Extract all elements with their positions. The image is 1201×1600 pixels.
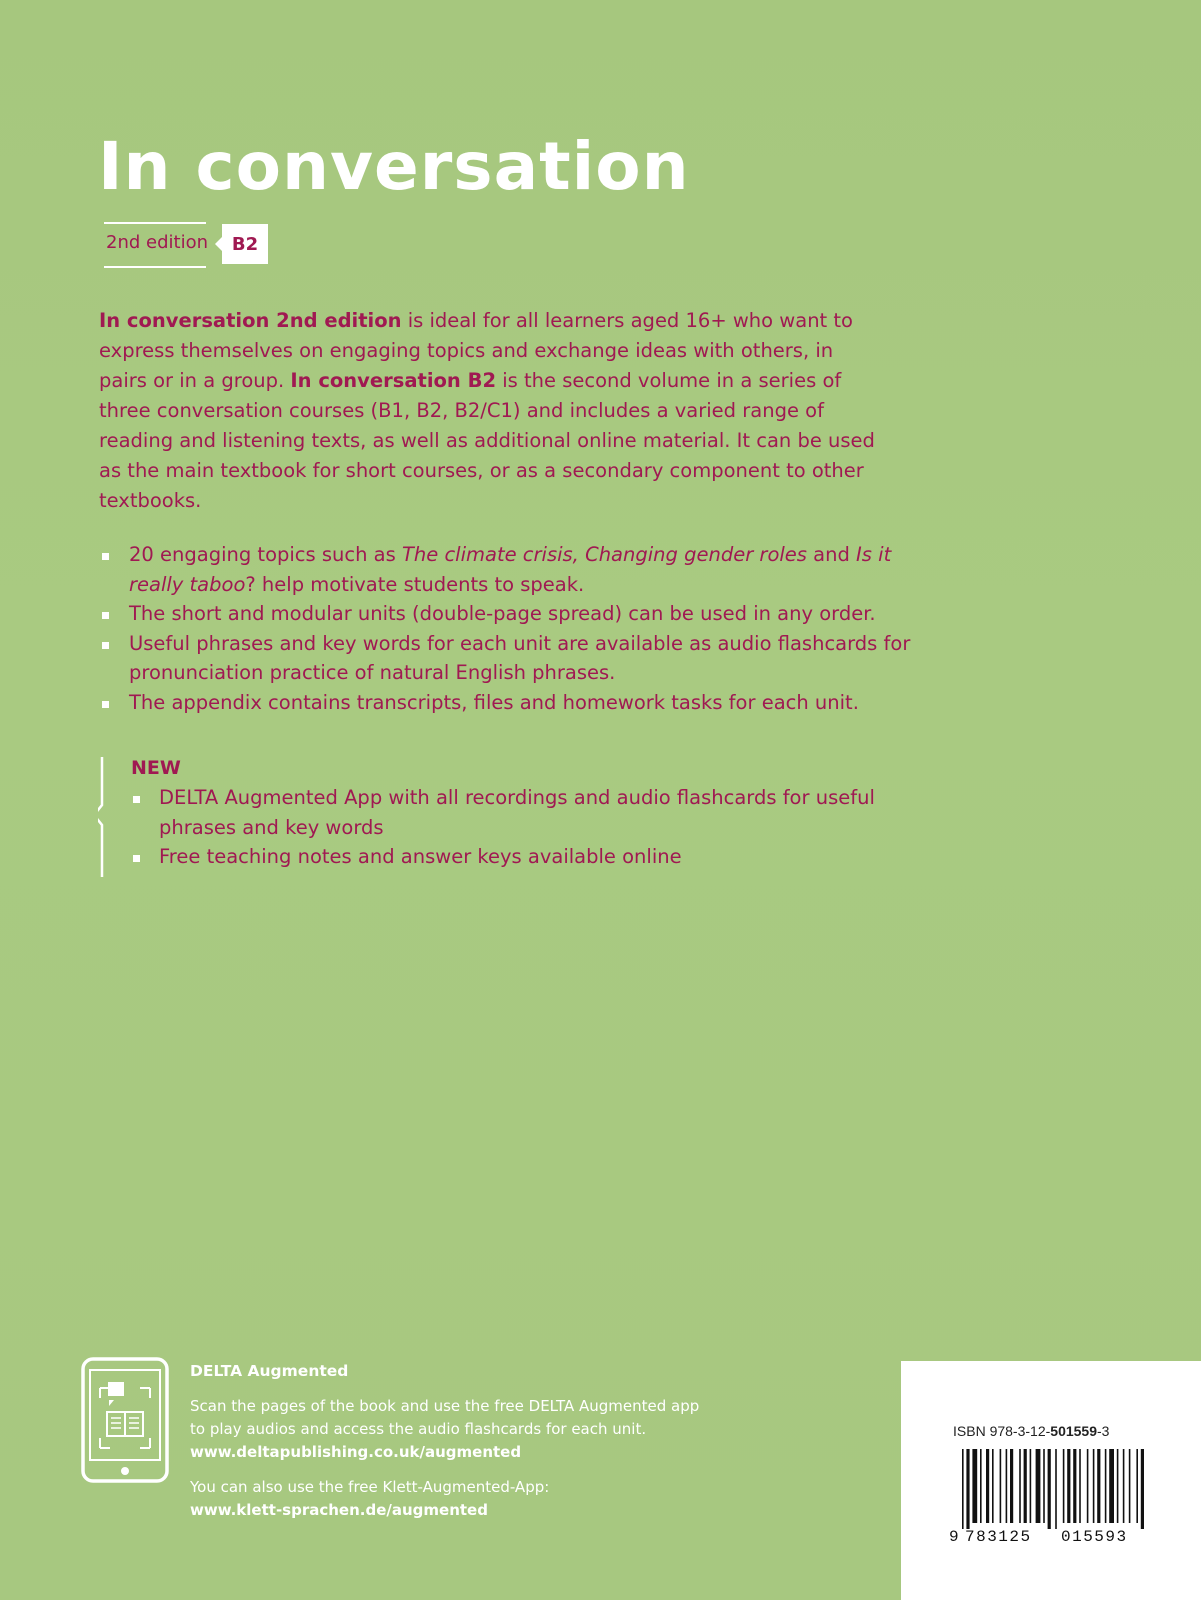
barcode-bar bbox=[966, 1449, 969, 1529]
delta-augmented-line: Scan the pages of the book and use the free DELTA Augmented app bbox=[190, 1397, 700, 1415]
intro-level-bold: In conversation B2 bbox=[290, 369, 497, 392]
klett-augmented-line: You can also use the free Klett-Augmented-App: bbox=[190, 1478, 550, 1496]
feature-topic-italic: The climate crisis, Changing gender roles bbox=[401, 543, 807, 566]
bullet-square-icon bbox=[102, 642, 109, 649]
barcode-digits-left: 783125 bbox=[965, 1528, 1032, 1544]
barcode-bar bbox=[1048, 1449, 1051, 1529]
new-feature-list bbox=[131, 783, 891, 872]
barcode-bar bbox=[1006, 1449, 1008, 1523]
barcode-bar bbox=[1105, 1449, 1107, 1523]
isbn-suffix: -3 bbox=[1097, 1423, 1110, 1439]
feature-topic-italic: Is it really taboo bbox=[129, 543, 892, 596]
delta-augmented-line: to play audios and access the audio flashcards for each unit. bbox=[190, 1420, 647, 1438]
barcode-bar bbox=[986, 1449, 989, 1523]
new-feature-item bbox=[131, 783, 891, 842]
intro-paragraph bbox=[99, 306, 879, 516]
barcode-bar bbox=[1087, 1449, 1089, 1523]
bullet-square-icon bbox=[102, 701, 109, 708]
level-badge: B2 bbox=[222, 224, 268, 264]
barcode-bars bbox=[962, 1449, 1144, 1529]
feature-item bbox=[99, 540, 919, 599]
barcode-bar bbox=[1093, 1449, 1095, 1523]
barcode-bar bbox=[1063, 1449, 1065, 1523]
feature-item bbox=[99, 629, 919, 688]
barcode-bar bbox=[1010, 1449, 1013, 1523]
edition-row bbox=[104, 222, 304, 270]
barcode-bar bbox=[1019, 1449, 1021, 1523]
isbn-bold: 501559 bbox=[1050, 1423, 1097, 1439]
new-feature-text: DELTA Augmented App with all recordings and audio flashcards for useful phrases and key words bbox=[159, 786, 875, 839]
barcode-bar bbox=[992, 1449, 994, 1523]
edition-label: 2nd edition bbox=[106, 232, 208, 253]
barcode-bar bbox=[962, 1449, 964, 1529]
new-heading: NEW bbox=[131, 757, 181, 779]
barcode bbox=[949, 1449, 1169, 1544]
feature-text: ? help motivate students to speak. bbox=[245, 572, 585, 596]
intro-text-1: is ideal for all learners aged 16+ who want to express themselves on engaging topics and exchange ideas with others, in pairs or in a group. bbox=[99, 309, 853, 392]
barcode-bar bbox=[1055, 1449, 1057, 1529]
delta-augmented-info bbox=[190, 1360, 810, 1522]
barcode-bar bbox=[1024, 1449, 1027, 1523]
barcode-bar bbox=[1067, 1449, 1070, 1523]
bullet-square-icon bbox=[102, 612, 109, 619]
delta-augmented-link[interactable]: www.deltapublishing.co.uk/augmented bbox=[190, 1443, 522, 1461]
barcode-bar bbox=[1117, 1449, 1119, 1523]
barcode-bar bbox=[1123, 1449, 1125, 1523]
barcode-bar bbox=[1073, 1449, 1076, 1523]
barcode-bar bbox=[1129, 1449, 1131, 1523]
feature-text: Useful phrases and key words for each unit are available as audio flashcards for pronunciation practice of natural English phrases. bbox=[129, 631, 911, 684]
barcode-bar bbox=[1109, 1449, 1114, 1523]
new-feature-item bbox=[131, 842, 891, 872]
spacer bbox=[190, 1464, 810, 1476]
barcode-bar bbox=[1097, 1449, 1100, 1523]
bracket-icon bbox=[98, 757, 112, 877]
feature-item bbox=[99, 599, 919, 629]
feature-item bbox=[99, 688, 919, 718]
barcode-bar bbox=[1141, 1449, 1144, 1529]
klett-augmented-link[interactable]: www.klett-sprachen.de/augmented bbox=[190, 1501, 488, 1519]
barcode-digit-lead: 9 bbox=[949, 1528, 959, 1544]
feature-text: 20 engaging topics such as bbox=[129, 543, 402, 566]
delta-augmented-title: DELTA Augmented bbox=[190, 1362, 349, 1380]
feature-text: and bbox=[806, 543, 857, 566]
tablet-scan-icon bbox=[80, 1356, 170, 1484]
feature-text: The short and modular units (double-page spread) can be used in any order. bbox=[129, 602, 876, 625]
barcode-bar bbox=[1136, 1449, 1138, 1523]
feature-list bbox=[99, 540, 919, 717]
barcode-bar bbox=[1036, 1449, 1041, 1523]
edition-divider-top bbox=[104, 222, 206, 224]
bullet-square-icon bbox=[133, 796, 140, 803]
barcode-bar bbox=[980, 1449, 982, 1523]
intro-title-bold: In conversation 2nd edition bbox=[99, 309, 402, 332]
isbn-number bbox=[953, 1423, 1109, 1439]
barcode-bar bbox=[1043, 1449, 1045, 1523]
new-feature-text: Free teaching notes and answer keys available online bbox=[159, 845, 682, 868]
barcode-bar bbox=[1079, 1449, 1081, 1523]
bullet-square-icon bbox=[133, 855, 140, 862]
barcode-bar bbox=[972, 1449, 977, 1523]
barcode-bar bbox=[1000, 1449, 1002, 1523]
barcode-digits-right: 015593 bbox=[1061, 1528, 1128, 1544]
isbn-prefix: ISBN 978-3-12- bbox=[953, 1423, 1051, 1439]
isbn-panel bbox=[901, 1361, 1201, 1600]
new-section bbox=[98, 757, 898, 877]
feature-text: The appendix contains transcripts, files and homework tasks for each unit. bbox=[129, 690, 859, 714]
book-title: In conversation bbox=[98, 128, 690, 205]
intro-text-2: is the second volume in a series of three conversation courses (B1, B2, B2/C1) and includes a varied range of reading and listening texts, as well as additional online material. It can be used as the main textbook for short courses, or as a secondary component to other textbooks. bbox=[99, 369, 875, 512]
bullet-square-icon bbox=[102, 553, 109, 560]
barcode-bar bbox=[1030, 1449, 1032, 1523]
edition-divider-bottom bbox=[104, 266, 206, 268]
